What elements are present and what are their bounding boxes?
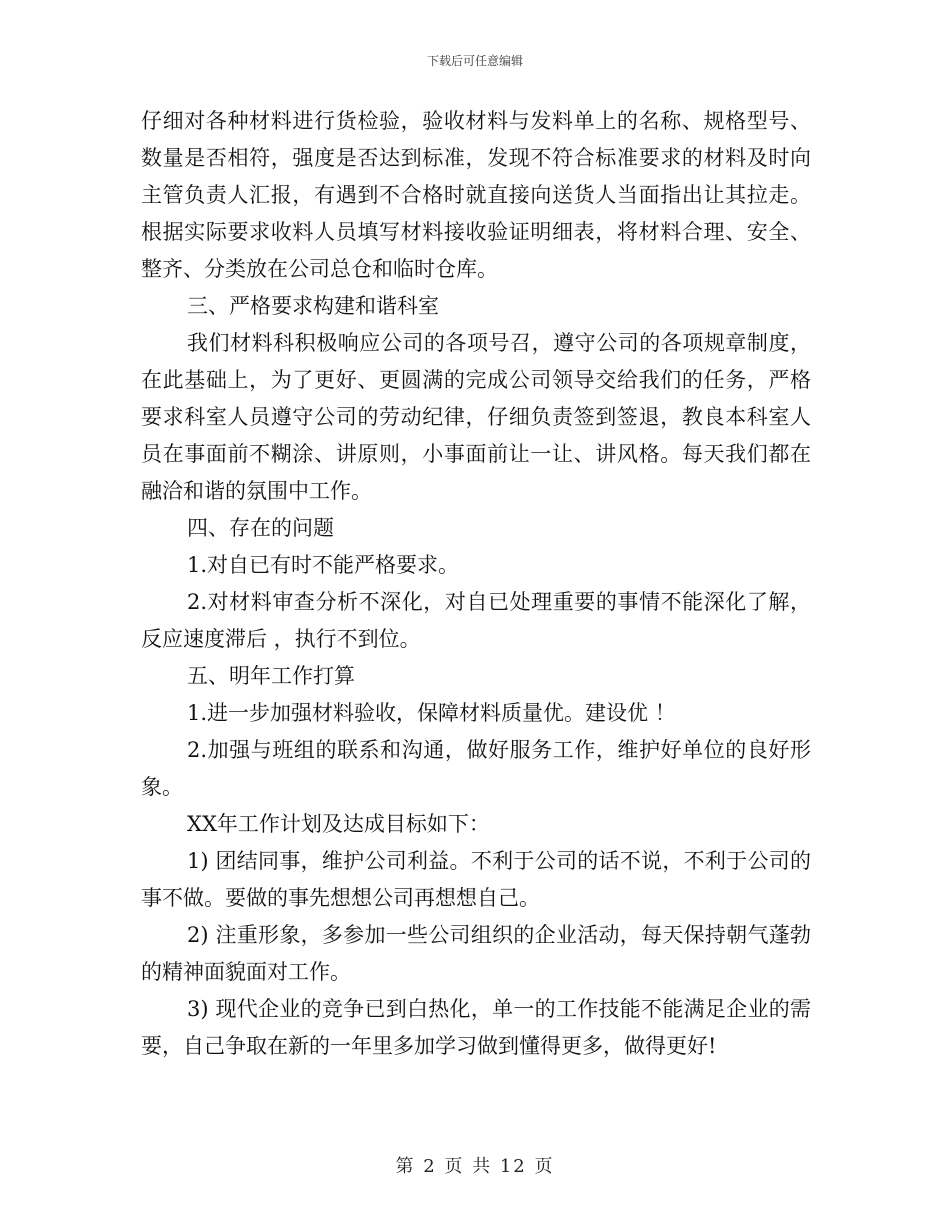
page-header: 下载后可任意编辑 — [426, 54, 523, 68]
document-body — [141, 103, 811, 1065]
goals-intro: XX年工作计划及达成目标如下： — [187, 812, 490, 836]
paragraph-2: 我们材料科积极响应公司的各项号召，遵守公司的各项规章制度，在此基础上，为了更好、更圆满的完成公司领导交给我们的任务，严格要求科室人员遵守公司的劳动纪律，仔细负责签到签退，教良本科室人员在事面前不糊涂、讲原则，小事面前让一让、讲风格。每天我们都在融洽和谐的氛围中工作。 — [141, 331, 811, 503]
section-heading-3: 三、严格要求构建和谐科室 — [187, 294, 439, 318]
plan-item-2: 2.加强与班组的联系和沟通，做好服务工作，维护好单位的良好形象。 — [141, 738, 811, 799]
problem-item-1: 1.对自已有时不能严格要求。 — [187, 553, 460, 577]
plan-item-1: 1.进一步加强材料验收，保障材料质量优。建设优 ！ — [187, 701, 676, 725]
goal-item-3: 3) 现代企业的竞争已到白热化，单一的工作技能不能满足企业的需要，自己争取在新的一年里多加学习做到懂得更多，做得更好! — [141, 997, 811, 1058]
page-footer: 第 2 页 共 12 页 — [395, 1156, 555, 1177]
paragraph-1: 仔细对各种材料进行货检验，验收材料与发料单上的名称、规格型号、数量是否相符，强度是否达到标准，发现不符合标准要求的材料及时向主管负责人汇报，有遇到不合格时就直接向送货人当面指出让其拉走。根据实际要求收料人员填写材料接收验证明细表，将材料合理、安全、整齐、分类放在公司总仓和临时仓库。 — [141, 109, 811, 281]
section-heading-4: 四、存在的问题 — [187, 516, 334, 540]
goal-item-1: 1) 团结同事，维护公司利益。不利于公司的话不说，不利于公司的事不做。要做的事先想想公司再想想自己。 — [141, 849, 811, 910]
goal-item-2: 2) 注重形象，多参加一些公司组织的企业活动，每天保持朝气蓬勃的精神面貌面对工作。 — [141, 923, 811, 984]
section-heading-5: 五、明年工作打算 — [187, 664, 355, 688]
problem-item-2: 2.对材料审查分析不深化，对自已处理重要的事情不能深化了解，反应速度滞后 ，执行不到位。 — [141, 590, 811, 651]
